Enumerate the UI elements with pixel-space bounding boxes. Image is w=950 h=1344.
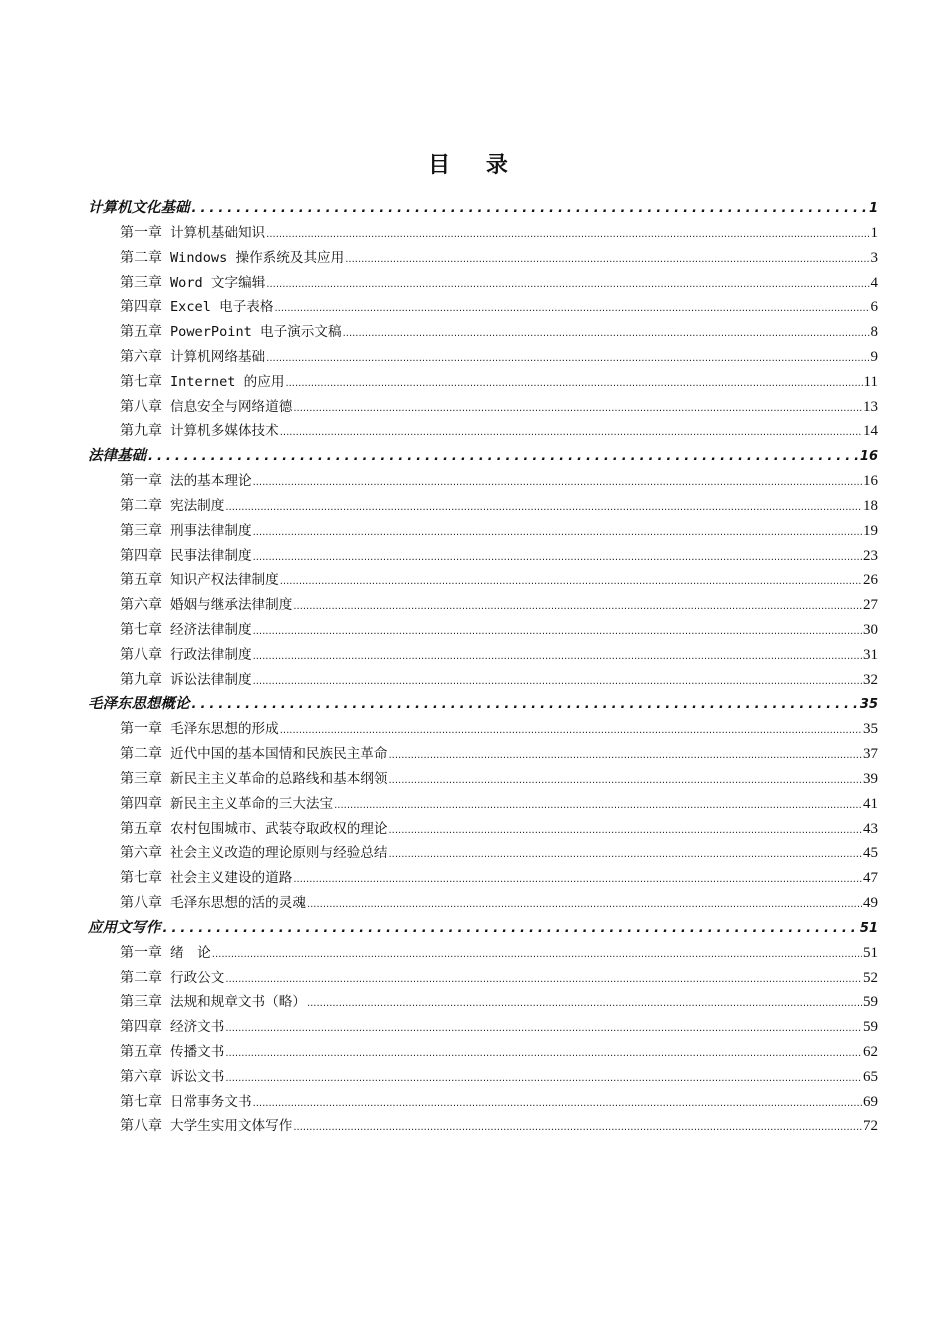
- toc-chapter-title: 计算机基础知识: [170, 225, 266, 241]
- toc-page-number: 45: [863, 845, 878, 862]
- toc-page-number: 35: [863, 721, 878, 738]
- dot-leader: [253, 1092, 862, 1117]
- toc-chapter-title: 传播文书: [170, 1043, 225, 1060]
- dot-leader: [225, 1017, 862, 1042]
- page-title: 目 录: [428, 153, 522, 178]
- toc-chapter-number: 第四章: [120, 547, 162, 564]
- toc-page-number: 37: [863, 746, 878, 763]
- toc-chapter-title: 诉讼文书: [170, 1068, 225, 1085]
- toc-chapter-number: 第七章: [120, 1093, 162, 1110]
- toc-page-number: 16: [863, 473, 878, 490]
- dot-leader: [280, 719, 862, 744]
- toc-page-number: 35: [859, 697, 878, 713]
- toc-page-number: 51: [859, 920, 878, 936]
- toc-chapter-title: Windows 操作系统及其应用: [170, 249, 345, 266]
- dot-leader: [192, 196, 867, 221]
- toc-chapter-entry[interactable]: [88, 519, 878, 544]
- toc-page-number: 4: [870, 274, 878, 291]
- dot-leader: [285, 372, 862, 397]
- dot-leader: [334, 794, 862, 819]
- toc-chapter-title: 社会主义改造的理论原则与经验总结: [170, 845, 388, 862]
- dot-leader: [225, 1067, 862, 1092]
- toc-chapter-title: 行政公文: [170, 969, 225, 986]
- toc-page-number: 69: [863, 1093, 878, 1110]
- toc-chapter-title: 大学生实用文体写作: [170, 1118, 293, 1135]
- toc-chapter-title: 法规和规章文书（略）: [170, 994, 306, 1011]
- toc-chapter-entry[interactable]: [88, 419, 878, 444]
- toc-chapter-entry[interactable]: [88, 494, 878, 519]
- dot-leader: [343, 322, 870, 347]
- toc-chapter-entry[interactable]: [88, 370, 878, 395]
- dot-leader: [163, 916, 858, 941]
- toc-chapter-number: 第三章: [120, 994, 162, 1011]
- toc-page-number: 49: [863, 894, 878, 911]
- toc-page-number: 62: [863, 1043, 878, 1060]
- dot-leader: [389, 843, 863, 868]
- toc-chapter-number: 第五章: [120, 572, 162, 589]
- toc-chapter-number: 第三章: [120, 770, 162, 787]
- toc-chapter-entry[interactable]: [88, 966, 878, 991]
- toc-chapter-entry[interactable]: [88, 643, 878, 668]
- dot-leader: [280, 421, 862, 446]
- toc-chapter-number: 第六章: [120, 597, 162, 614]
- toc-page-number: 47: [863, 870, 878, 887]
- dot-leader: [192, 692, 858, 717]
- dot-leader: [266, 273, 869, 298]
- dot-leader: [345, 248, 869, 273]
- dot-leader: [266, 223, 869, 248]
- toc-chapter-entry[interactable]: [88, 1040, 878, 1065]
- dot-leader: [212, 943, 862, 968]
- dot-leader: [253, 471, 862, 496]
- toc-chapter-entry[interactable]: [88, 469, 878, 494]
- toc-page-number: 27: [863, 597, 878, 614]
- dot-leader: [293, 1116, 862, 1141]
- toc-chapter-number: 第九章: [120, 423, 162, 440]
- toc-chapter-number: 第六章: [120, 845, 162, 862]
- toc-chapter-title: PowerPoint 电子演示文稿: [170, 324, 342, 341]
- toc-chapter-title: 计算机网络基础: [170, 348, 266, 365]
- toc-page-number: 19: [863, 522, 878, 539]
- toc-page-number: 39: [863, 770, 878, 787]
- dot-leader: [389, 769, 863, 794]
- toc-chapter-entry[interactable]: [88, 792, 878, 817]
- dot-leader: [253, 546, 862, 571]
- toc-chapter-number: 第二章: [120, 249, 162, 266]
- toc-chapter-entry[interactable]: [88, 295, 878, 320]
- toc-chapter-entry[interactable]: [88, 593, 878, 618]
- dot-leader: [307, 893, 862, 918]
- toc-chapter-title: 婚姻与继承法律制度: [170, 597, 293, 614]
- toc-page-number: 6: [870, 299, 878, 316]
- toc-chapter-title: 计算机多媒体技术: [170, 423, 279, 440]
- toc-section-title: 毛泽东思想概论: [88, 696, 190, 713]
- table-of-contents: [88, 196, 878, 1139]
- toc-page-number: 31: [863, 646, 878, 663]
- toc-chapter-entry[interactable]: [88, 395, 878, 420]
- toc-section-title: 应用文写作: [88, 919, 161, 936]
- toc-page-number: 30: [863, 621, 878, 638]
- dot-leader: [225, 496, 862, 521]
- dot-leader: [253, 521, 862, 546]
- toc-page-number: 1: [868, 201, 878, 216]
- toc-chapter-title: Internet 的应用: [170, 373, 285, 390]
- toc-chapter-entry[interactable]: [88, 990, 878, 1015]
- toc-page-number: 1: [870, 225, 878, 241]
- toc-page-number: 23: [863, 547, 878, 564]
- toc-chapter-entry[interactable]: [88, 246, 878, 271]
- dot-leader: [253, 620, 862, 645]
- dot-leader: [253, 670, 862, 695]
- toc-chapter-number: 第六章: [120, 1068, 162, 1085]
- toc-chapter-number: 第八章: [120, 646, 162, 663]
- toc-section-entry[interactable]: [88, 916, 878, 941]
- toc-chapter-number: 第二章: [120, 746, 162, 763]
- toc-chapter-title: 农村包围城市、武装夺取政权的理论: [170, 820, 388, 837]
- toc-section-entry[interactable]: [88, 444, 878, 469]
- toc-page-number: 18: [863, 497, 878, 514]
- toc-chapter-entry[interactable]: [88, 1015, 878, 1040]
- toc-section-title: 法律基础: [88, 448, 146, 465]
- dot-leader: [389, 819, 863, 844]
- toc-chapter-title: Excel 电子表格: [170, 299, 274, 316]
- toc-chapter-title: 刑事法律制度: [170, 522, 252, 539]
- toc-chapter-entry[interactable]: [88, 271, 878, 296]
- dot-leader: [293, 397, 862, 422]
- toc-page-number: 51: [863, 944, 878, 961]
- toc-page-number: 16: [859, 449, 878, 465]
- toc-chapter-title: 近代中国的基本国情和民族民主革命: [170, 746, 388, 763]
- toc-chapter-title: 信息安全与网络道德: [170, 398, 293, 415]
- toc-chapter-number: 第一章: [120, 225, 162, 241]
- toc-page-number: 3: [870, 249, 878, 266]
- dot-leader: [274, 297, 869, 322]
- toc-chapter-title: 毛泽东思想的形成: [170, 721, 279, 738]
- toc-chapter-title: 行政法律制度: [170, 646, 252, 663]
- toc-page-number: 59: [863, 1019, 878, 1036]
- toc-chapter-title: 经济文书: [170, 1019, 225, 1036]
- dot-leader: [280, 570, 862, 595]
- toc-page-number: 14: [863, 423, 878, 440]
- toc-chapter-entry[interactable]: [88, 841, 878, 866]
- toc-chapter-title: 民事法律制度: [170, 547, 252, 564]
- toc-page-number: 52: [863, 969, 878, 986]
- toc-chapter-number: 第三章: [120, 522, 162, 539]
- toc-chapter-number: 第五章: [120, 1043, 162, 1060]
- toc-chapter-number: 第二章: [120, 497, 162, 514]
- dot-leader: [266, 347, 869, 372]
- toc-chapter-entry[interactable]: [88, 568, 878, 593]
- toc-chapter-number: 第三章: [120, 274, 162, 291]
- toc-chapter-entry[interactable]: [88, 618, 878, 643]
- toc-chapter-title: 毛泽东思想的活的灵魂: [170, 894, 306, 911]
- toc-chapter-entry[interactable]: [88, 742, 878, 767]
- toc-page-number: 43: [863, 820, 878, 837]
- toc-chapter-number: 第九章: [120, 671, 162, 688]
- toc-chapter-entry[interactable]: [88, 891, 878, 916]
- toc-page-number: 11: [863, 373, 878, 390]
- toc-chapter-title: 法的基本理论: [170, 473, 252, 490]
- toc-chapter-number: 第七章: [120, 373, 162, 390]
- toc-chapter-entry[interactable]: [88, 320, 878, 345]
- toc-chapter-title: 诉讼法律制度: [170, 671, 252, 688]
- toc-chapter-number: 第八章: [120, 1118, 162, 1135]
- toc-page-number: 9: [870, 348, 878, 365]
- toc-chapter-entry[interactable]: [88, 221, 878, 246]
- toc-chapter-entry[interactable]: [88, 544, 878, 569]
- toc-chapter-entry[interactable]: [88, 717, 878, 742]
- toc-page-number: 65: [863, 1068, 878, 1085]
- dot-leader: [148, 444, 858, 469]
- toc-chapter-number: 第四章: [120, 1019, 162, 1036]
- toc-chapter-number: 第四章: [120, 299, 162, 316]
- toc-chapter-entry[interactable]: [88, 1090, 878, 1115]
- toc-chapter-number: 第七章: [120, 621, 162, 638]
- toc-page-number: 59: [863, 994, 878, 1011]
- toc-chapter-number: 第四章: [120, 795, 162, 812]
- toc-page-number: 32: [863, 671, 878, 688]
- toc-chapter-entry[interactable]: [88, 1065, 878, 1090]
- dot-leader: [225, 968, 862, 993]
- toc-chapter-number: 第一章: [120, 473, 162, 490]
- toc-page-number: 41: [863, 795, 878, 812]
- toc-chapter-entry[interactable]: [88, 866, 878, 891]
- dot-leader: [389, 744, 863, 769]
- toc-page-number: 13: [863, 398, 878, 415]
- toc-chapter-title: 新民主主义革命的总路线和基本纲领: [170, 770, 388, 787]
- dot-leader: [293, 595, 862, 620]
- dot-leader: [293, 868, 862, 893]
- dot-leader: [253, 645, 862, 670]
- toc-page-number: 26: [863, 572, 878, 589]
- toc-chapter-number: 第二章: [120, 969, 162, 986]
- toc-chapter-number: 第五章: [120, 324, 162, 341]
- toc-chapter-entry[interactable]: [88, 668, 878, 693]
- toc-chapter-entry[interactable]: [88, 817, 878, 842]
- toc-page-number: 8: [870, 324, 878, 341]
- toc-chapter-number: 第八章: [120, 398, 162, 415]
- toc-section-entry[interactable]: [88, 692, 878, 717]
- toc-chapter-number: 第七章: [120, 870, 162, 887]
- toc-chapter-number: 第八章: [120, 894, 162, 911]
- toc-chapter-title: 社会主义建设的道路: [170, 870, 293, 887]
- toc-chapter-title: 宪法制度: [170, 497, 225, 514]
- toc-chapter-number: 第五章: [120, 820, 162, 837]
- toc-chapter-title: 新民主主义革命的三大法宝: [170, 795, 334, 812]
- toc-chapter-title: 绪 论: [170, 944, 211, 961]
- toc-chapter-entry[interactable]: [88, 767, 878, 792]
- toc-chapter-title: Word 文字编辑: [170, 274, 266, 291]
- toc-chapter-entry[interactable]: [88, 345, 878, 370]
- toc-chapter-title: 日常事务文书: [170, 1093, 252, 1110]
- dot-leader: [225, 1042, 862, 1067]
- toc-chapter-entry[interactable]: [88, 941, 878, 966]
- toc-section-title: 计算机文化基础: [88, 200, 190, 216]
- toc-section-entry[interactable]: [88, 196, 878, 221]
- toc-chapter-title: 知识产权法律制度: [170, 572, 279, 589]
- toc-chapter-title: 经济法律制度: [170, 621, 252, 638]
- toc-chapter-number: 第六章: [120, 348, 162, 365]
- toc-chapter-entry[interactable]: [88, 1114, 878, 1139]
- dot-leader: [307, 992, 862, 1017]
- toc-chapter-number: 第一章: [120, 944, 162, 961]
- toc-chapter-number: 第一章: [120, 721, 162, 738]
- toc-page-number: 72: [863, 1118, 878, 1135]
